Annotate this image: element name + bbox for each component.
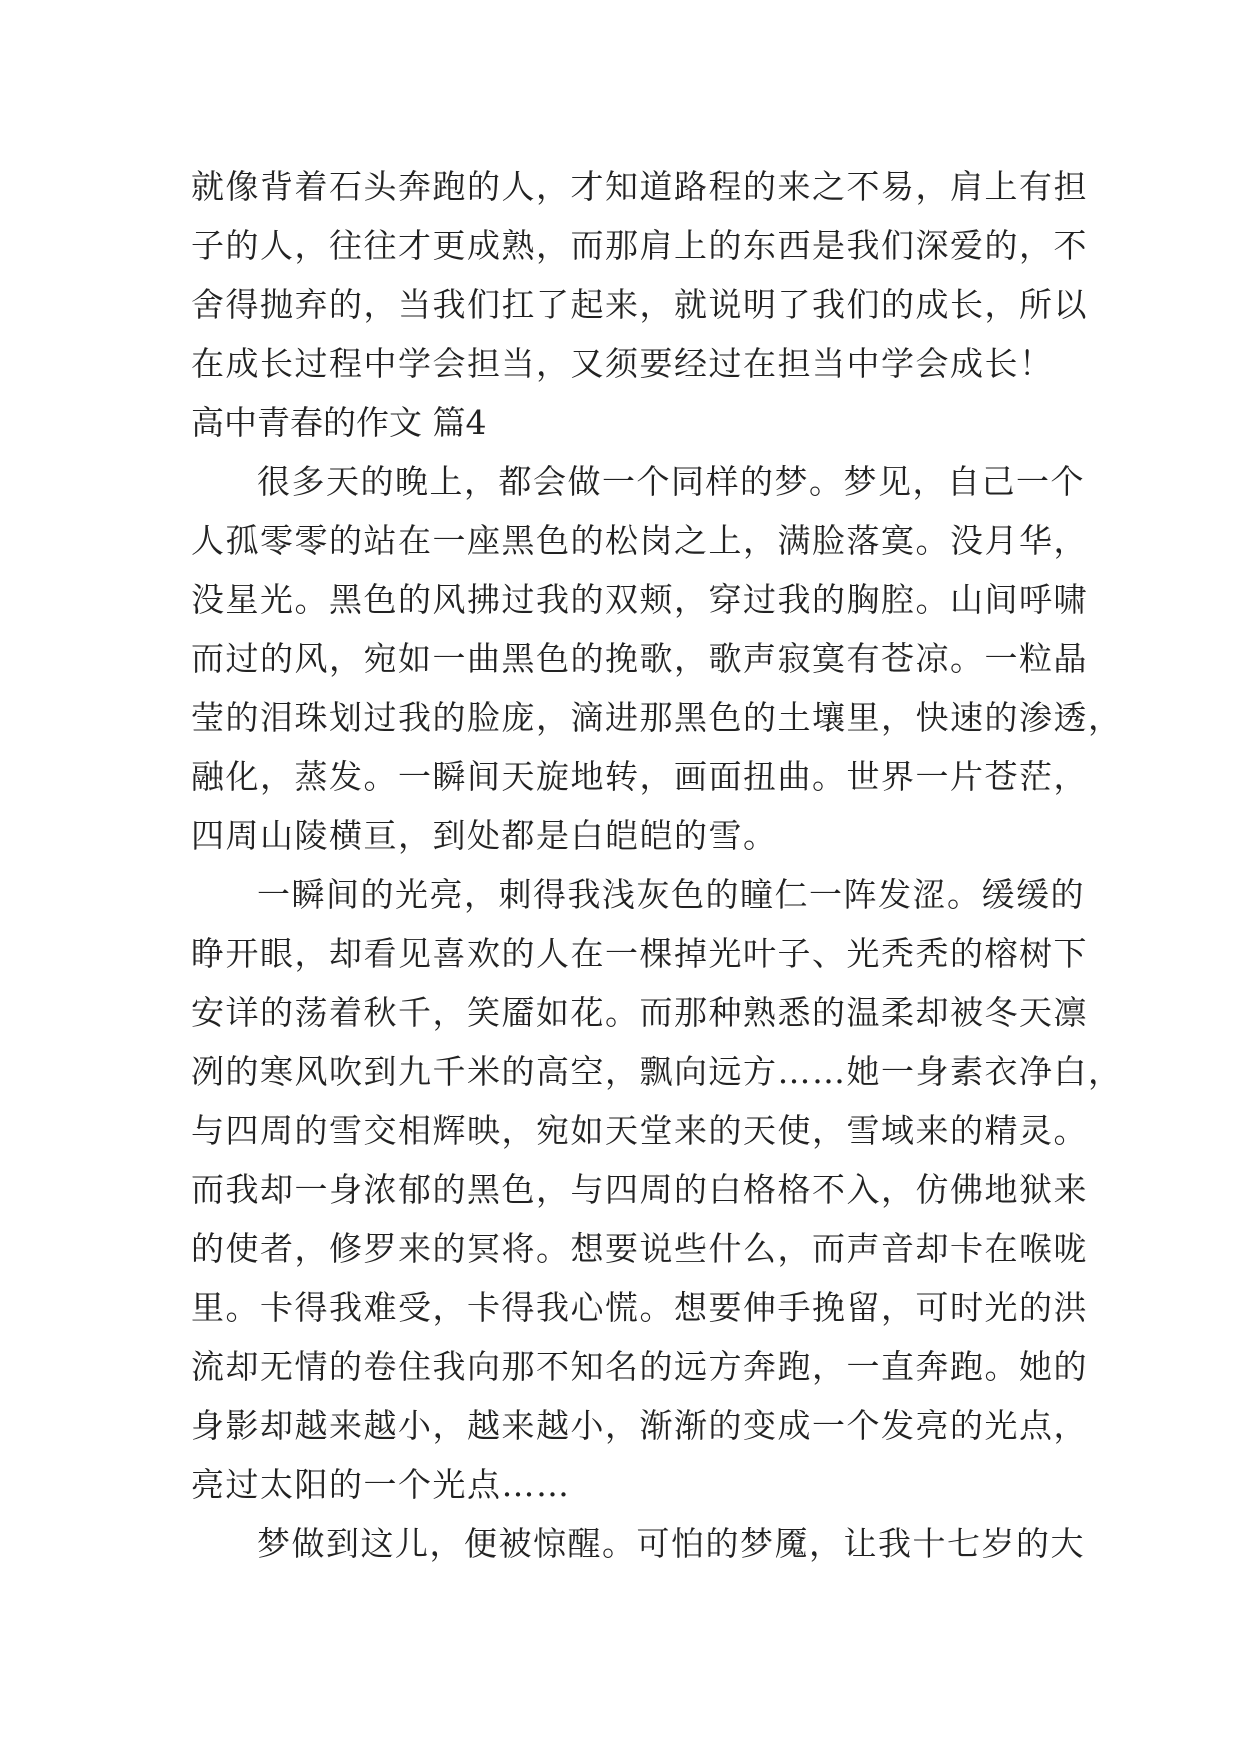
paragraph-2: [191, 452, 1123, 865]
text-line: 的使者，修罗来的冥将。想要说些什么，而声音却卡在喉咙: [191, 1229, 1088, 1268]
text-line: 没星光。黑色的风拂过我的双颊，穿过我的胸腔。山间呼啸: [191, 580, 1088, 619]
section-heading: 高中青春的作文 篇4: [191, 403, 487, 442]
text-line: 梦做到这儿，便被惊醒。可怕的梦魇，让我十七岁的大: [257, 1524, 1085, 1563]
text-line: 而过的风，宛如一曲黑色的挽歌，歌声寂寞有苍凉。一粒晶: [191, 639, 1088, 678]
text-line: 四周山陵横亘，到处都是白皑皑的雪。: [191, 816, 778, 855]
text-line: 安详的荡着秋千，笑靥如花。而那种熟悉的温柔却被冬天凛: [191, 993, 1088, 1032]
text-line: 而我却一身浓郁的黑色，与四周的白格格不入，仿佛地狱来: [191, 1170, 1088, 1209]
text-line: 莹的泪珠划过我的脸庞，滴进那黑色的土壤里，快速的渗透，: [191, 698, 1123, 737]
text-line: 舍得抛弃的，当我们扛了起来，就说明了我们的成长，所以: [191, 285, 1088, 324]
text-line: 很多天的晚上，都会做一个同样的梦。梦见，自己一个: [257, 462, 1085, 501]
text-line: 就像背着石头奔跑的人，才知道路程的来之不易，肩上有担: [191, 167, 1088, 206]
document-page: [191, 157, 1123, 1573]
text-line: 里。卡得我难受，卡得我心慌。想要伸手挽留，可时光的洪: [191, 1288, 1088, 1327]
text-line: 睁开眼，却看见喜欢的人在一棵掉光叶子、光秃秃的榕树下: [191, 934, 1088, 973]
text-line: 与四周的雪交相辉映，宛如天堂来的天使，雪域来的精灵。: [191, 1111, 1088, 1150]
text-line: 流却无情的卷住我向那不知名的远方奔跑，一直奔跑。她的: [191, 1347, 1088, 1386]
text-line: 人孤零零的站在一座黑色的松岗之上，满脸落寞。没月华，: [191, 521, 1088, 560]
text-line: 在成长过程中学会担当，又须要经过在担当中学会成长！: [191, 344, 1054, 383]
paragraph-3: [191, 865, 1123, 1514]
text-line: 一瞬间的光亮，刺得我浅灰色的瞳仁一阵发涩。缓缓的: [257, 875, 1085, 914]
paragraph-1: [191, 157, 1088, 393]
text-line: 冽的寒风吹到九千米的高空，飘向远方……她一身素衣净白，: [191, 1052, 1123, 1091]
text-line: 亮过太阳的一个光点……: [191, 1465, 571, 1504]
text-line: 身影却越来越小，越来越小，渐渐的变成一个发亮的光点，: [191, 1406, 1088, 1445]
paragraph-4: [191, 1514, 1085, 1573]
text-line: 融化，蒸发。一瞬间天旋地转，画面扭曲。世界一片苍茫，: [191, 757, 1088, 796]
text-line: 子的人，往往才更成熟，而那肩上的东西是我们深爱的，不: [191, 226, 1088, 265]
